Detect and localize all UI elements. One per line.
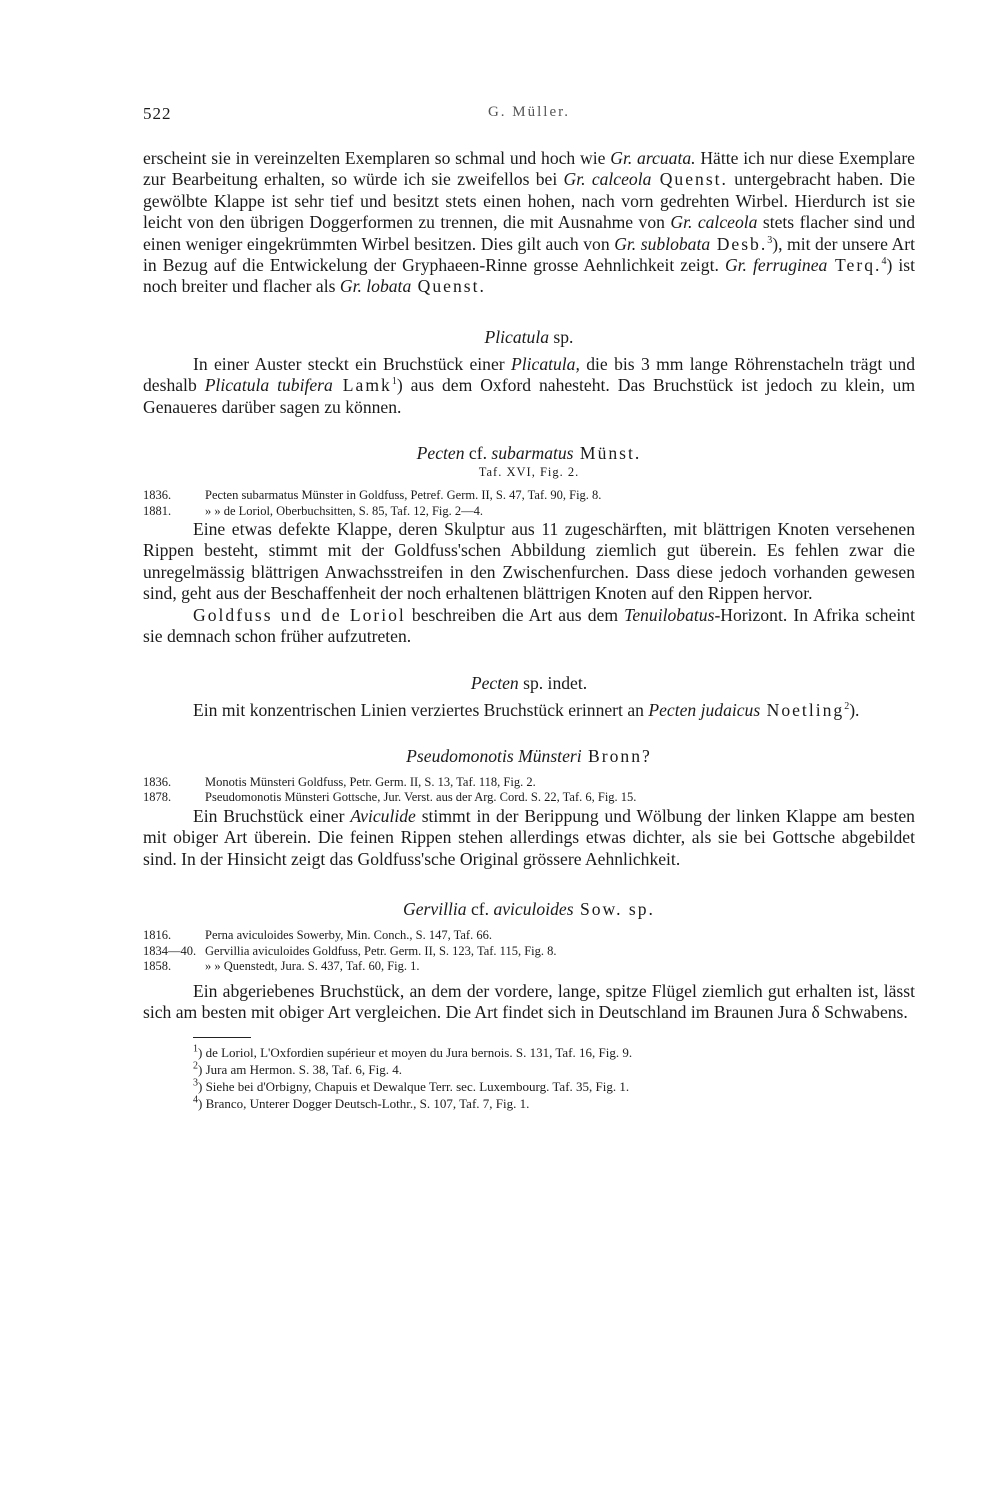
- page-body: [143, 148, 915, 1112]
- synonymy-entry: 1816. Perna aviculoides Sowerby, Min. Conch., S. 147, Taf. 66.: [143, 928, 492, 943]
- section-title-pseudomonotis: Pseudomonotis Münsteri Bronn?: [406, 745, 652, 766]
- pecten-subarmatus-paragraph-2: Goldfuss und de Loriol beschreiben die Art aus dem Tenuilobatus-Horizont. In Afrika scheint sie demnach schon früher aufzutreten.: [143, 604, 915, 647]
- plate-reference: Taf. XVI, Fig. 2.: [478, 465, 580, 480]
- page-number: 522: [143, 104, 172, 123]
- footnote-3: $^3$) Siehe bei d'Orbigny, Chapuis et Dewalque Terr. sec. Luxembourg. Taf. 35, Fig. 1.: [193, 1078, 630, 1095]
- running-title: G. Müller.: [487, 104, 571, 120]
- section-title-pecten-sp: Pecten sp. indet.: [470, 672, 588, 693]
- intro-paragraph: erscheint sie in vereinzelten Exemplaren so schmal und hoch wie Gr. arcuata. Hätte ich nur diese Exemplare zur Bearbeitung erhalten, so würde ich sie zweifellos bei Gr. calceola Quenst. untergebracht haben. Die gewölbte Klappe ist sehr tief und besitzt stets einen hohen, nach vorn gedrehten Wirbel. Hierdurch ist sie leicht von den übrigen Doggerformen zu trennen, die mit Ausnahme von Gr. calceola stets flacher sind und einen weniger eingekrümmten Wirbel besitzen. Dies gilt auch von Gr. sublobata Desb.$^3$), mit der unsere Art in Bezug auf die Entwickelung der Gryphaeen-Rinne grosse Aehnlichkeit zeigt. Gr. ferruginea Terq.$^4$) ist noch breiter und flacher als Gr. lobata Quenst.: [143, 148, 916, 297]
- gervillia-paragraph: Ein abgeriebenes Bruchstück, an dem der vordere, lange, spitze Flügel ziemlich gut erhalten ist, lässt sich am besten mit obiger Art vergleichen. Die Art findet sich in Deutschland im Braunen Jura δ Schwabens.: [143, 980, 915, 1023]
- pecten-sp-paragraph: Ein mit konzentrischen Linien verziertes Bruchstück erinnert an Pecten judaicus Noetling$^2$).: [193, 699, 860, 720]
- pecten-subarmatus-paragraph-1: Eine etwas defekte Klappe, deren Skulptur aus 11 zugeschärften, mit blättrigen Knoten versehenen Rippen besteht, stimmt mit der Goldfuss'schen Abbildung ziemlich gut überein. Es fehlen zwar die unregelmässig blättrigen Anwachsstreifen in den Zwischenfurchen. Dass diese jedoch vorhanden gewesen sind, geht aus der Beschaffenheit der noch erhaltenen blättrigen Knoten auf den Rippen hervor.: [143, 519, 915, 604]
- footnote-4: $^4$) Branco, Unterer Dogger Deutsch-Lothr., S. 107, Taf. 7, Fig. 1.: [193, 1095, 530, 1112]
- footnote-1: $^1$) de Loriol, L'Oxfordien supérieur et moyen du Jura bernois. S. 131, Taf. 16, Fig. 9.: [193, 1044, 633, 1061]
- section-title-plicatula: Plicatula sp.: [484, 326, 574, 347]
- synonymy-entry: 1836. Monotis Münsteri Goldfuss, Petr. Germ. II, S. 13, Taf. 118, Fig. 2.: [143, 774, 536, 789]
- section-title-gervillia: Gervillia cf. aviculoides Sow. sp.: [403, 899, 655, 920]
- footnote-2: $^2$) Jura am Hermon. S. 38, Taf. 6, Fig. 4.: [193, 1061, 402, 1078]
- synonymy-entry: 1836. Pecten subarmatus Münster in Goldfuss, Petref. Germ. II, S. 47, Taf. 90, Fig. 8.: [143, 488, 602, 503]
- synonymy-entry: 1881. » » de Loriol, Oberbuchsitten, S. 85, Taf. 12, Fig. 2—4.: [143, 503, 484, 518]
- page-header: [143, 104, 915, 128]
- section-title-pecten-subarmatus: Pecten cf. subarmatus Münst.: [416, 443, 642, 464]
- synonymy-entry: 1834—40. Gervillia aviculoides Goldfuss, Petr. Germ. II, S. 123, Taf. 115, Fig. 8.: [143, 943, 557, 958]
- synonymy-entry: 1878. Pseudomonotis Münsteri Gottsche, Jur. Verst. aus der Arg. Cord. S. 22, Taf. 6, Fig. 15.: [143, 790, 637, 805]
- plicatula-paragraph: In einer Auster steckt ein Bruchstück einer Plicatula, die bis 3 mm lange Röhrenstacheln trägt und deshalb Plicatula tubifera Lamk$^1$) aus dem Oxford nahesteht. Das Bruchstück ist jedoch zu klein, um Genaueres darüber sagen zu können.: [143, 353, 916, 417]
- pseudomonotis-paragraph: Ein Bruchstück einer Aviculide stimmt in der Berippung und Wölbung der linken Klappe am besten mit obiger Art überein. Die feinen Rippen stehen allerdings etwas dichter, als sie bei Gottsche abgebildet sind. In der Hinsicht zeigt das Goldfuss'sche Original grössere Aehnlichkeit.: [143, 805, 915, 869]
- synonymy-entry: 1858. » » Quenstedt, Jura. S. 437, Taf. 60, Fig. 1.: [143, 959, 420, 974]
